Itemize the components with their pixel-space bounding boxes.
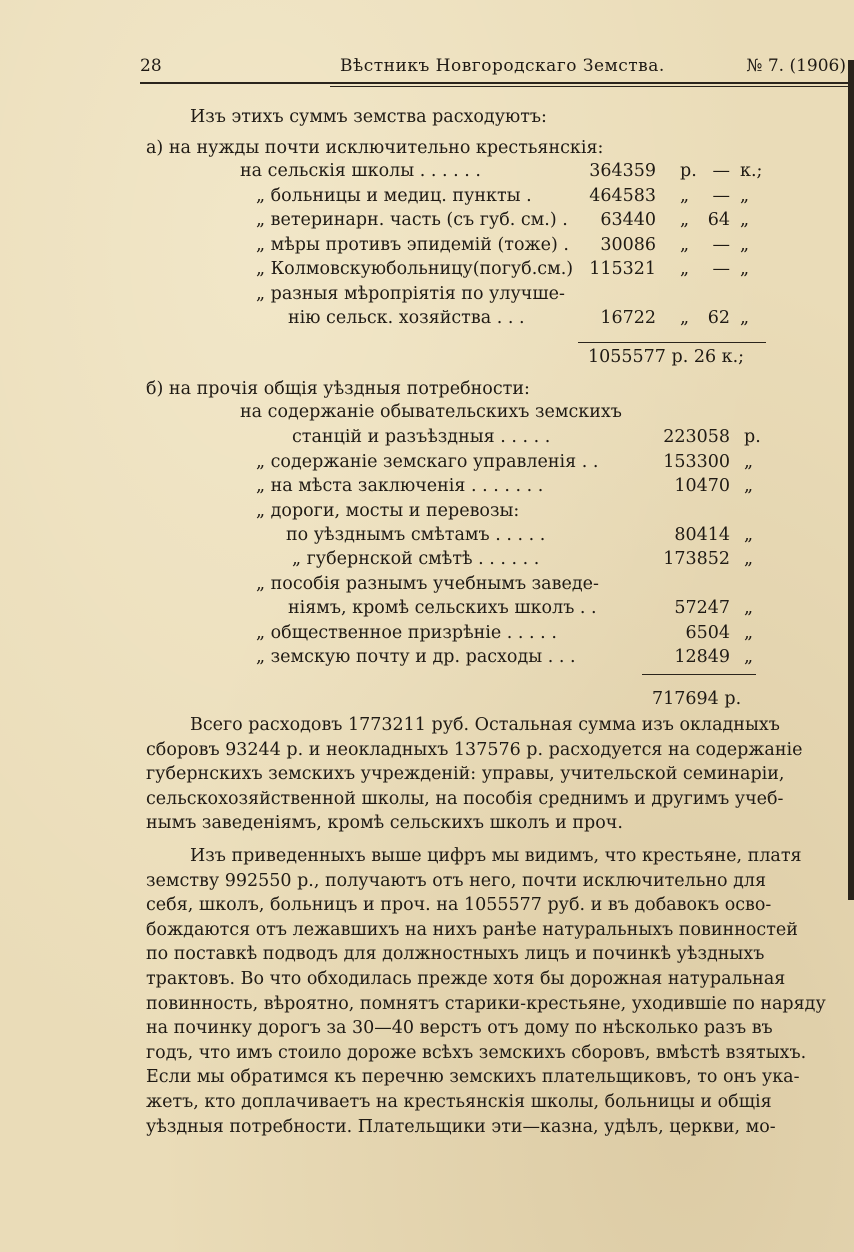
expense-unit: „ [744,525,754,545]
section-b-total-rule [642,674,756,675]
journal-title: Вѣстникъ Новгородскаго Земства. [340,56,665,76]
expense-label: „ ветеринарн. часть (съ губ. см.) . [256,210,568,230]
expense-unit: „ [744,549,754,569]
paragraph-line: бождаются отъ лежавшихъ на нихъ ранѣе натуральныхъ повинностей [146,919,798,940]
expense-unit: „ [740,186,750,206]
expense-unit: „ [744,476,754,496]
paragraph-line: годъ, что имъ стоило дороже всѣхъ земскихъ сборовъ, вмѣстѣ взятыхъ. [146,1042,807,1063]
expense-amount: 173852 [663,549,730,569]
expense-rub: „ [680,308,690,328]
section-b-heading: б) на прочія общія уѣздныя потребности: [146,379,530,399]
expense-rub: „ [680,210,690,230]
issue-number: № 7. (1906) [746,56,846,76]
expense-rub: „ [680,259,690,279]
paragraph-line: повинность, вѣроятно, помнятъ старики-крестьяне, уходившіе по наряду [146,993,826,1014]
expense-kop: — [712,186,730,206]
paragraph-line: Если мы обратимся къ перечню земскихъ плательщиковъ, то онъ ука- [146,1067,800,1088]
running-header [140,56,850,84]
paragraph-line: себя, школъ, больницъ и проч. на 1055577 руб. и въ добавокъ осво- [146,895,772,916]
expense-label: на содержаніе обывательскихъ земскихъ [240,402,622,422]
header-rule-thin [330,86,850,87]
paragraph-line: земству 992550 р., получаютъ отъ него, почти исключительно для [146,870,767,891]
expense-label: станцій и разъѣздныя . . . . . [292,427,551,447]
expense-amount: 115321 [589,259,656,279]
expense-label: „ разныя мѣропріятія по улучше- [256,284,565,304]
paragraph-line: трактовъ. Во что обходилась прежде хотя бы дорожная натуральная [146,969,786,989]
expense-unit: „ [740,210,750,230]
expense-unit: „ [744,647,754,667]
section-a-heading: а) на нужды почти исключительно крестьянскія: [146,138,604,158]
expense-label: „ мѣры противъ эпидемій (тоже) . [256,235,569,255]
header-rule [140,82,850,84]
expense-amount: 364359 [589,161,656,181]
expense-amount: 12849 [674,647,730,667]
expense-kop: — [712,161,730,181]
expense-amount: 464583 [589,186,656,206]
expense-label: нію сельск. хозяйства . . . [288,308,525,328]
expense-rub: р. [680,161,697,181]
expense-unit: „ [744,452,754,472]
section-b-total: 717694 р. [652,689,742,709]
paragraph-line: сельскохозяйственной школы, на пособія среднимъ и другимъ учеб- [146,788,784,809]
paragraph-line: жетъ, кто доплачиваетъ на крестьянскія школы, больницы и общія [146,1092,772,1112]
expense-label: на сельскія школы . . . . . . [240,161,481,181]
expense-kop: 62 [707,308,730,328]
section-a-total-rule [578,342,766,343]
expense-amount: 6504 [685,623,730,643]
expense-rub: „ [680,235,690,255]
expense-rub: „ [680,186,690,206]
page-edge-shadow [848,60,854,900]
paragraph-line: сборовъ 93244 р. и неокладныхъ 137576 р. расходуется на содержаніе [146,739,803,760]
expense-amount: 10470 [674,476,730,496]
expense-label: „ земскую почту и др. расходы . . . [256,647,576,667]
expense-label: по уѣзднымъ смѣтамъ . . . . . [286,525,546,545]
expense-label: „ на мѣста заключенія . . . . . . . [256,476,544,496]
paragraph-line: уѣздныя потребности. Плательщики эти—казна, удѣлъ, церкви, мо- [146,1116,776,1137]
paragraph-line: на починку дорогъ за 30—40 верстъ отъ дому по нѣсколько разъ въ [146,1018,773,1039]
expense-amount: 80414 [674,525,730,545]
expense-label: „ Колмовскуюбольницу(погуб.см.) [256,259,574,279]
section-a-total: 1055577 р. 26 к.; [588,347,745,367]
paragraph-line: нымъ заведеніямъ, кромѣ сельскихъ школъ и проч. [146,813,623,833]
expense-label: „ больницы и медиц. пункты . [256,186,532,206]
expense-unit: „ [744,598,754,618]
paragraph-line: Всего расходовъ 1773211 руб. Остальная сумма изъ окладныхъ [190,715,780,735]
expense-amount: 57247 [674,598,730,618]
intro-line: Изъ этихъ суммъ земства расходуютъ: [190,107,547,127]
expense-unit: р. [744,427,761,447]
expense-kop: — [712,259,730,279]
expense-amount: 153300 [663,452,730,472]
expense-unit: „ [744,623,754,643]
expense-label: ніямъ, кромѣ сельскихъ школъ . . [288,598,597,618]
expense-kop: 64 [707,210,730,230]
paragraph-line: по поставкѣ подводъ для должностныхъ лицъ и починкѣ уѣздныхъ [146,944,765,965]
expense-kop: — [712,235,730,255]
expense-amount: 63440 [600,210,656,230]
expense-label: „ пособія разнымъ учебнымъ заведе- [256,574,599,594]
page-number: 28 [140,56,162,76]
expense-unit: к.; [740,161,763,181]
expense-label: „ дороги, мосты и перевозы: [256,501,520,521]
expense-label: „ содержаніе земскаго управленія . . [256,452,599,472]
expense-unit: „ [740,235,750,255]
expense-amount: 223058 [663,427,730,447]
paragraph-line: Изъ приведенныхъ выше цифръ мы видимъ, что крестьяне, платя [190,846,802,866]
paragraph-line: губернскихъ земскихъ учрежденій: управы, учительской семинаріи, [146,764,785,784]
expense-amount: 30086 [600,235,656,255]
expense-label: „ общественное призрѣніе . . . . . [256,623,557,643]
expense-label: „ губернской смѣтѣ . . . . . . [292,549,540,569]
expense-amount: 16722 [600,308,656,328]
expense-unit: „ [740,308,750,328]
expense-unit: „ [740,259,750,279]
